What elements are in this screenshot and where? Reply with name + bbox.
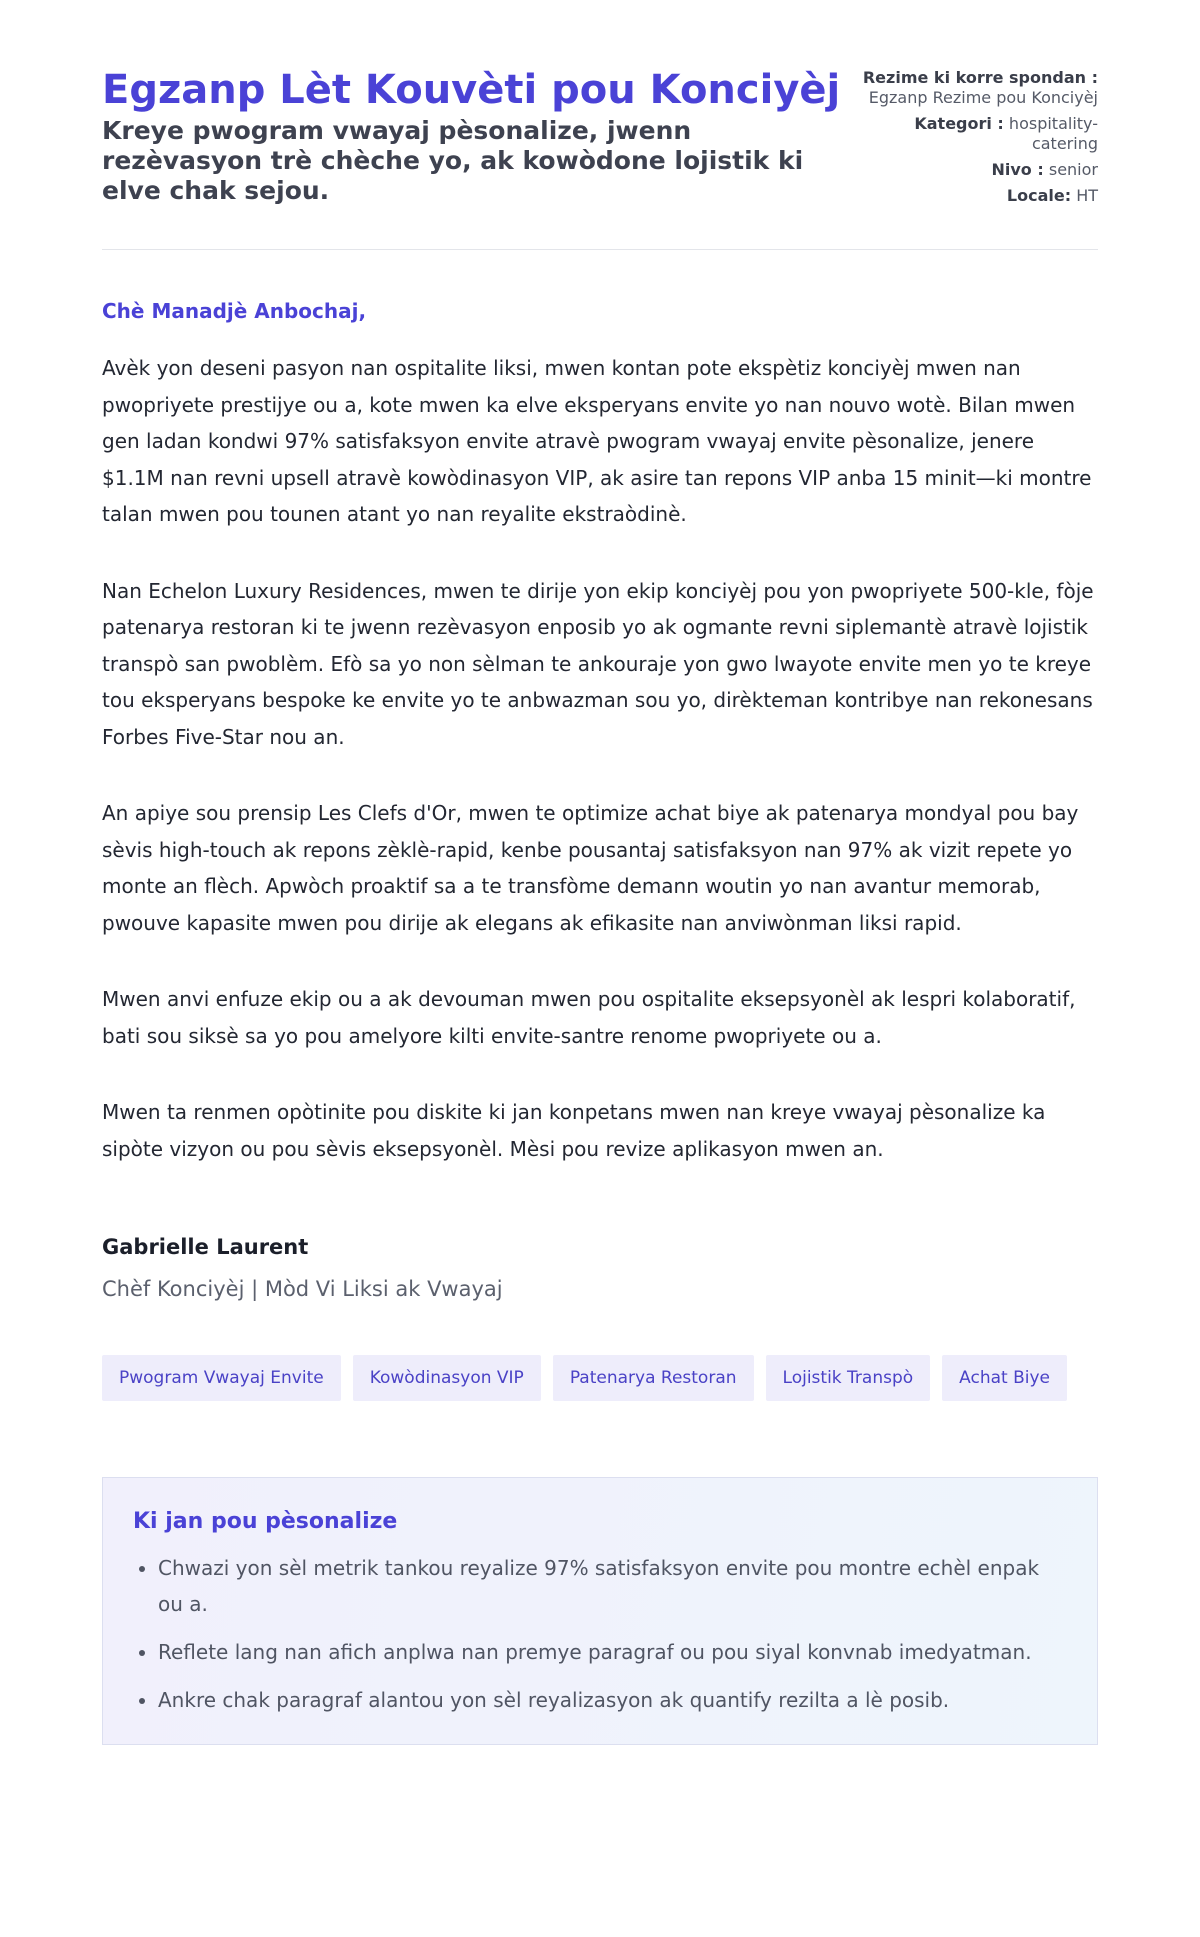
skill-tag: Kowòdinasyon VIP [353,1355,541,1401]
header-divider [102,249,1098,250]
letter-body [102,350,1098,1167]
skill-tag: Lojistik Transpò [766,1355,931,1401]
tip-item: • Reflete lang nan afich anplwa nan premye paragraf ou pou siyal konvnab imedyatman. [158,1634,1067,1670]
meta-locale [858,186,1098,206]
meta-locale-label: Locale: [1006,186,1072,205]
signature-title: Chèf Konciyèj | Mòd Vi Liksi ak Vwayaj [102,1277,503,1301]
meta-level-value: senior [1048,160,1098,179]
skill-tag: Pwogram Vwayaj Envite [102,1355,341,1401]
tips-title: Ki jan pou pèsonalize [133,1509,398,1534]
page-subtitle: Kreye pwogram vwayaj pèsonalize, jwenn rezèvasyon trè chèche yo, ak kowòdone lojistik ki elve chak sejou. [102,116,804,205]
cover-letter-page [102,0,1098,1745]
letter-paragraph: Mwen ta renmen opòtinite pou diskite ki jan konpetans mwen nan kreye vwayaj pèsonalize ka sipòte vizyon ou pou sèvis eksepsyonèl. Mèsi pou revize aplikasyon mwen an. [102,1100,1046,1161]
letter-paragraph: Avèk yon deseni pasyon nan ospitalite liksi, mwen kontan pote ekspètiz konciyèj mwen nan pwopriyete prestijye ou a, kote mwen ka elve eksperyans envite yo nan nouvo wotè. Bilan mwen gen ladan kondwi 97% satisfaksyon envite atravè pwogram vwayaj envite pèsonalize, jenere $1.1M nan revni upsell atravè kowòdinasyon VIP, ak asire tan repons VIP anba 15 minit—ki montre talan mwen pou tounen atant yo nan reyalite ekstraòdinè. [102,356,1092,526]
letter-paragraph: Nan Echelon Luxury Residences, mwen te dirije yon ekip konciyèj pou yon pwopriyete 500-kle, fòje patenarya restoran ki te jwenn rezèvasyon enposib yo ak ogmante revni siplemantè atravè lojistik transpò san pwoblèm. Efò sa yo non sèlman te ankouraje yon gwo lwayote envite men yo te kreye tou eksperyans bespoke ke envite yo te anbwazman sou yo, dirèkteman kontribye nan rekonesans Forbes Five-Star nou an. [102,578,1094,749]
meta-locale-value: HT [1076,186,1098,205]
salutation: Chè Manadjè Anbochaj, [102,299,367,323]
meta-category-value: hospitality-catering [1008,114,1098,153]
meta-summary-label: Rezime ki korre spondan : [862,68,1098,87]
meta-summary [858,68,1098,108]
signature-name: Gabrielle Laurent [102,1235,309,1259]
title-block [102,66,842,206]
meta-category [858,114,1098,154]
page-header [102,66,1098,212]
customization-tips-box [102,1477,1098,1745]
letter-paragraph: Mwen anvi enfuze ekip ou a ak devouman mwen pou ospitalite eksepsyonèl ak lespri kolaboratif, bati sou siksè sa yo pou amelyore kilti envite-santre renome pwopriyete ou a. [102,987,1076,1048]
tip-item: • Ankre chak paragraf alantou yon sèl reyalizasyon ak quantify rezilta a lè posib. [158,1682,1067,1718]
meta-panel [858,66,1098,212]
skill-tag: Patenarya Restoran [553,1355,754,1401]
meta-level [858,160,1098,180]
signature-block [102,1233,1098,1303]
meta-level-label: Nivo : [991,160,1044,179]
skill-tags [102,1355,1098,1401]
skill-tag: Achat Biye [942,1355,1067,1401]
tips-list [133,1550,1067,1718]
tip-item: • Chwazi yon sèl metrik tankou reyalize 97% satisfaksyon envite pou montre echèl enpak ou a. [158,1550,1067,1622]
letter-paragraph: An apiye sou prensip Les Clefs d'Or, mwen te optimize achat biye ak patenarya mondyal pou bay sèvis high-touch ak repons zèklè-rapid, kenbe pousantaj satisfaksyon nan 97% ak vizit repete yo monte an flèch. Apwòch proaktif sa a te transfòme demann woutin yo nan avantur memorab, pwouve kapasite mwen pou dirije ak elegans ak efikasite nan anviwònman liksi rapid. [102,801,1079,935]
meta-summary-value: Egzanp Rezime pou Konciyèj [868,88,1098,107]
meta-category-label: Kategori : [914,114,1004,133]
page-title: Egzanp Lèt Kouvèti pou Konciyèj [102,67,841,113]
